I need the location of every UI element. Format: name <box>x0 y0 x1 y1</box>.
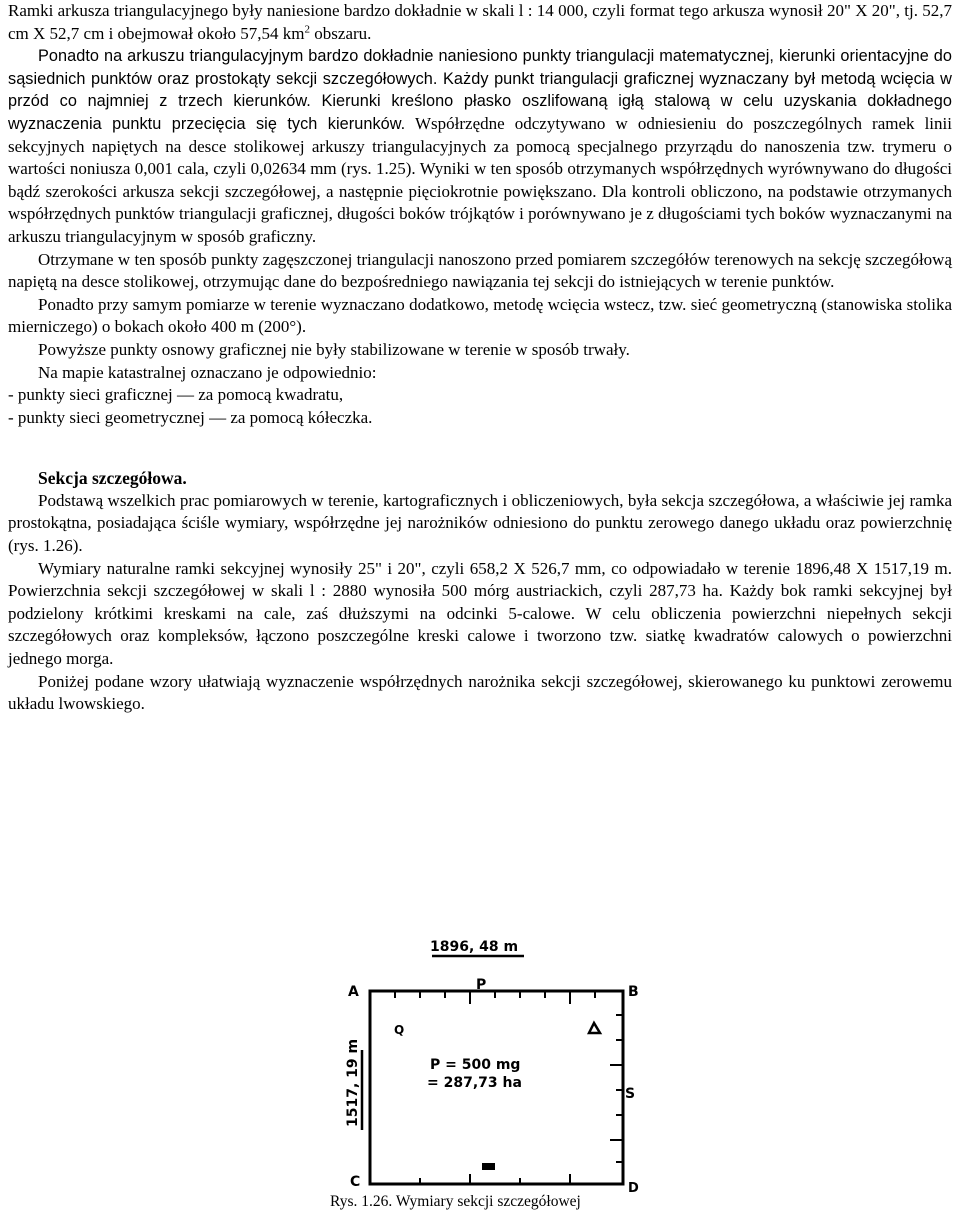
list-item-circle: - punkty sieci geometrycznej — za pomocą kółeczka. <box>8 407 373 427</box>
paragraph-not-stabilized: Powyższe punkty osnowy graficznej nie były stabilizowane w terenie w sposób trwały. <box>38 339 630 359</box>
paragraph-text: Współrzędne odczytywano w odniesieniu do poszczególnych ramek linii sekcyjnych napiętych na desce stolikowej arkuszy triangulacyjnych za pomocą specjalnego przyrządu do nanoszenia tzw. trymeru o wartości noniusza 0,001 cala, czyli 0,02634 mm (rys. 1.25). Wyniki w ten sposób otrzymanych współrzędnych wyrównywano do długości bądź szerokości arkusza sekcji szczegółowej, a następnie pięciokrotnie powiększano. Dla kontroli obliczono, na podstawie otrzymanych współrzędnych punktów triangulacji graficznej, długości boków trójkątów i porównywano je z długościami tych boków wyznaczanymi na arkuszu triangulacyjnym w sposób graficzny. <box>8 113 952 246</box>
paragraph-section-dimensions: Wymiary naturalne ramki sekcyjnej wynosiły 25" i 20", czyli 658,2 X 526,7 mm, co odpowiadało w terenie 1896,48 X 1517,19 m. Powierzchnia sekcji szczegółowej w skali l : 2880 wynosiła 500 mórg austriackich, czyli 287,73 ha. Każdy bok ramki sekcyjnej był podzielony krótkimi kreskami na cale, zaś dłuższymi na odcinki 5-calowe. W celu obliczenia powierzchni niepełnych sekcji szczegółowych oraz kompleksów, łączono poszczególne kreski calowe i tworzono tzw. siatkę kwadratów calowych o powierzchni jednego morga. <box>8 558 952 669</box>
square-point-icon <box>482 1163 495 1170</box>
side-dimension-label: 1517, 19 m <box>345 1038 361 1127</box>
corner-label-b: B <box>628 984 639 1000</box>
paragraph-detail-section: Podstawą wszelkich prac pomiarowych w terenie, kartograficznych i obliczeniowych, była sekcja szczegółowa, a właściwie jej ramka prostokątna, posiadająca ściśle wymiary, współrzędne jej narożników odniesiono do punktu zerowego danego układu oraz powierzchnię (rys. 1.26). <box>8 490 952 556</box>
triangle-icon <box>589 1023 600 1033</box>
right-ticks <box>610 1015 623 1162</box>
paragraph-formulas-intro: Poniżej podane wzory ułatwiają wyznaczenie współrzędnych narożnika sekcji szczegółowej, skierowanego ku punktowi zerowemu układu lwowskiego. <box>8 671 952 714</box>
corner-label-a: A <box>348 984 359 1000</box>
paragraph-text-sans: Ponadto na arkuszu triangulacyjnym bardzo dokładnie naniesiono punkty triangulacji matematycznej, kierunki orientacyjne do sąsiednich punktów oraz prostokąty sekcji szczegółowych. Każdy punkt triangulacji graficznej wyznaczany był metodą wcięcia w przód co najmniej z trzech kierunków. Kierunki kreślono płasko oszlifowaną igłą stalową w celu uzyskania dokładnego wyznaczenia punktu przecięcia się tych kierunków. <box>8 47 952 133</box>
list-item-square: - punkty sieci graficznej — za pomocą kwadratu, <box>8 385 344 405</box>
paragraph-geometric-network: Ponadto przy samym pomiarze w terenie wyznaczano dodatkowo, metodę wcięcia wstecz, tzw. sieć geometryczną (stanowiska stolika mierniczego) o bokach około 400 m (200°). <box>8 294 952 337</box>
area-label-hectares: = 287,73 ha <box>427 1075 522 1091</box>
area-label-morgs: P = 500 mg <box>430 1057 521 1073</box>
paragraph-symbols-intro: Na mapie katastralnej oznaczano je odpowiednio: <box>38 362 377 382</box>
section-heading: Sekcja szczegółowa. <box>38 468 187 489</box>
top-dimension-label: 1896, 48 m <box>430 939 519 955</box>
top-ticks <box>395 991 595 1004</box>
superscript: 2 <box>304 22 311 35</box>
paragraph-text: obszaru. <box>310 23 372 43</box>
corner-label-d: D <box>628 1181 639 1196</box>
point-label-q: Q <box>394 1023 405 1037</box>
figure-caption: Rys. 1.26. Wymiary sekcji szczegółowej <box>330 1193 581 1210</box>
point-label-s: S <box>625 1086 636 1102</box>
paragraph-densified-points: Otrzymane w ten sposób punkty zagęszczonej triangulacji nanoszono przed pomiarem szczegółów terenowych na sekcję szczegółową napiętą na desce stolikowej, otrzymując dane do bezpośredniego nawiązania tej sekcji do istniejących w terenie punktów. <box>8 249 952 292</box>
paragraph-text: Ramki arkusza triangulacyjnego były naniesione bardzo dokładnie w skali l : 14 000, czyli format tego arkusza wynosił 20" X 20", tj. 52,7 cm X 52,7 cm i obejmował około 57,54 km <box>8 1 952 43</box>
point-label-p: P <box>476 977 487 993</box>
corner-label-c: C <box>350 1174 361 1190</box>
